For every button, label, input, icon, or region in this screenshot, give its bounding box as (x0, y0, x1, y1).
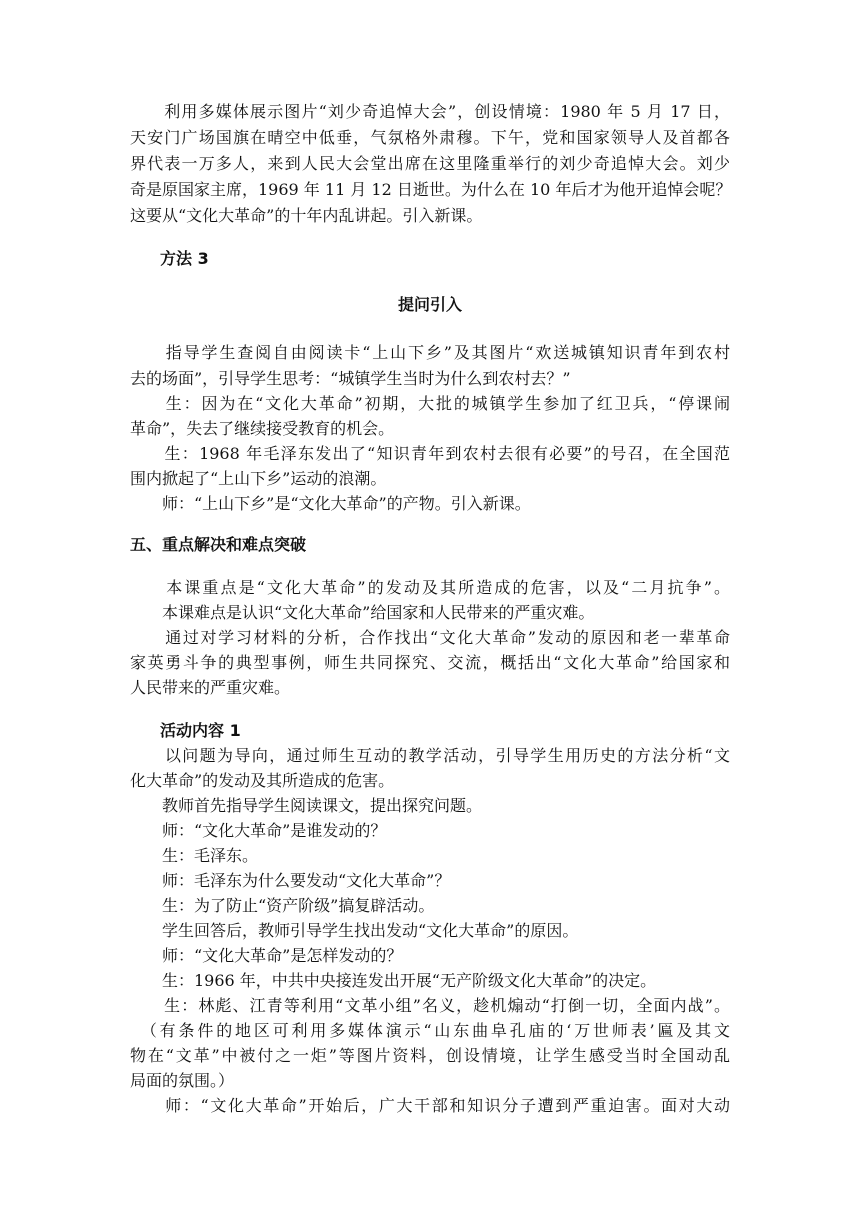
paragraph-line: 通过对学习材料的分析，合作找出“文化大革命”发动的原因和老一辈革命 (130, 628, 730, 647)
paragraph-line: 师：“文化大革命”是谁发动的？ (130, 821, 387, 840)
paragraph-line: 生：林彪、江青等利用“文革小组”名义，趁机煽动“打倒一切，全面内战”。 (130, 996, 730, 1015)
paragraph-line: 本课难点是认识“文化大革命”给国家和人民带来的严重灾难。 (130, 603, 595, 622)
paragraph-line: 师：“文化大革命”是怎样发动的？ (130, 946, 403, 965)
paragraph-line: 生：1968 年毛泽东发出了“知识青年到农村去很有必要”的号召，在全国范 (130, 444, 730, 463)
intro-line: 天安门广场国旗在晴空中低垂，气氛格外肃穆。下午，党和国家领导人及首都各 (130, 128, 730, 147)
paragraph-line: 师：“文化大革命”开始后，广大干部和知识分子遭到严重迫害。面对大动 (130, 1096, 730, 1115)
paragraph-line: 师：毛泽东为什么要发动“文化大革命”？ (130, 871, 451, 890)
method-title: 提问引入 (397, 295, 462, 314)
paragraph-line: 去的场面”，引导学生思考：“城镇学生当时为什么到农村去？” (130, 369, 571, 388)
paragraph-line: 家英勇斗争的典型事例，师生共同探究、交流，概括出“文化大革命”给国家和 (130, 653, 730, 672)
paragraph-line: （有条件的地区可利用多媒体演示“山东曲阜孔庙的‘万世师表’匾及其文 (130, 1021, 730, 1040)
paragraph-line: 学生回答后，教师引导学生找出发动“文化大革命”的原因。 (130, 921, 579, 940)
intro-line: 这要从“文化大革命”的十年内乱讲起。引入新课。 (130, 206, 483, 225)
paragraph-line: 教师首先指导学生阅读课文，提出探究问题。 (130, 796, 483, 815)
method-heading: 方法 3 (160, 249, 209, 268)
paragraph-line: 生：毛泽东。 (130, 846, 259, 865)
paragraph-line: 师：“上山下乡”是“文化大革命”的产物。引入新课。 (130, 494, 531, 513)
paragraph-line: 生：为了防止“资产阶级”搞复辟活动。 (130, 896, 435, 915)
paragraph-line: 指导学生查阅自由阅读卡“上山下乡”及其图片“欢送城镇知识青年到农村 (130, 343, 730, 362)
paragraph-line: 人民带来的严重灾难。 (130, 678, 291, 697)
paragraph-line: 革命”，失去了继续接受教育的机会。 (130, 419, 395, 438)
paragraph-line: 物在“文革”中被付之一炬”等图片资料，创设情境，让学生感受当时全国动乱 (130, 1046, 730, 1065)
paragraph-line: 化大革命”的发动及其所造成的危害。 (130, 771, 395, 790)
activity-heading: 活动内容 1 (160, 721, 241, 740)
intro-line: 利用多媒体展示图片“刘少奇追悼大会”，创设情境：1980 年 5 月 17 日， (130, 102, 730, 121)
paragraph-line: 以问题为导向，通过师生互动的教学活动，引导学生用历史的方法分析“文 (130, 746, 730, 765)
paragraph-line: 本课重点是“文化大革命”的发动及其所造成的危害，以及“二月抗争”。 (130, 578, 730, 597)
paragraph-line: 围内掀起了“上山下乡”运动的浪潮。 (130, 469, 387, 488)
paragraph-line: 生：1966 年，中共中央接连发出开展“无产阶级文化大革命”的决定。 (130, 971, 657, 990)
intro-line: 界代表一万多人，来到人民大会堂出席在这里隆重举行的刘少奇追悼大会。刘少 (130, 154, 730, 173)
intro-line: 奇是原国家主席，1969 年 11 月 12 日逝世。为什么在 10 年后才为他开追悼会呢？ (130, 180, 732, 199)
section-heading: 五、重点解决和难点突破 (130, 535, 307, 554)
paragraph-line: 生：因为在“文化大革命”初期，大批的城镇学生参加了红卫兵，“停课闹 (130, 394, 730, 413)
paragraph-line: 局面的氛围。） (130, 1071, 235, 1090)
